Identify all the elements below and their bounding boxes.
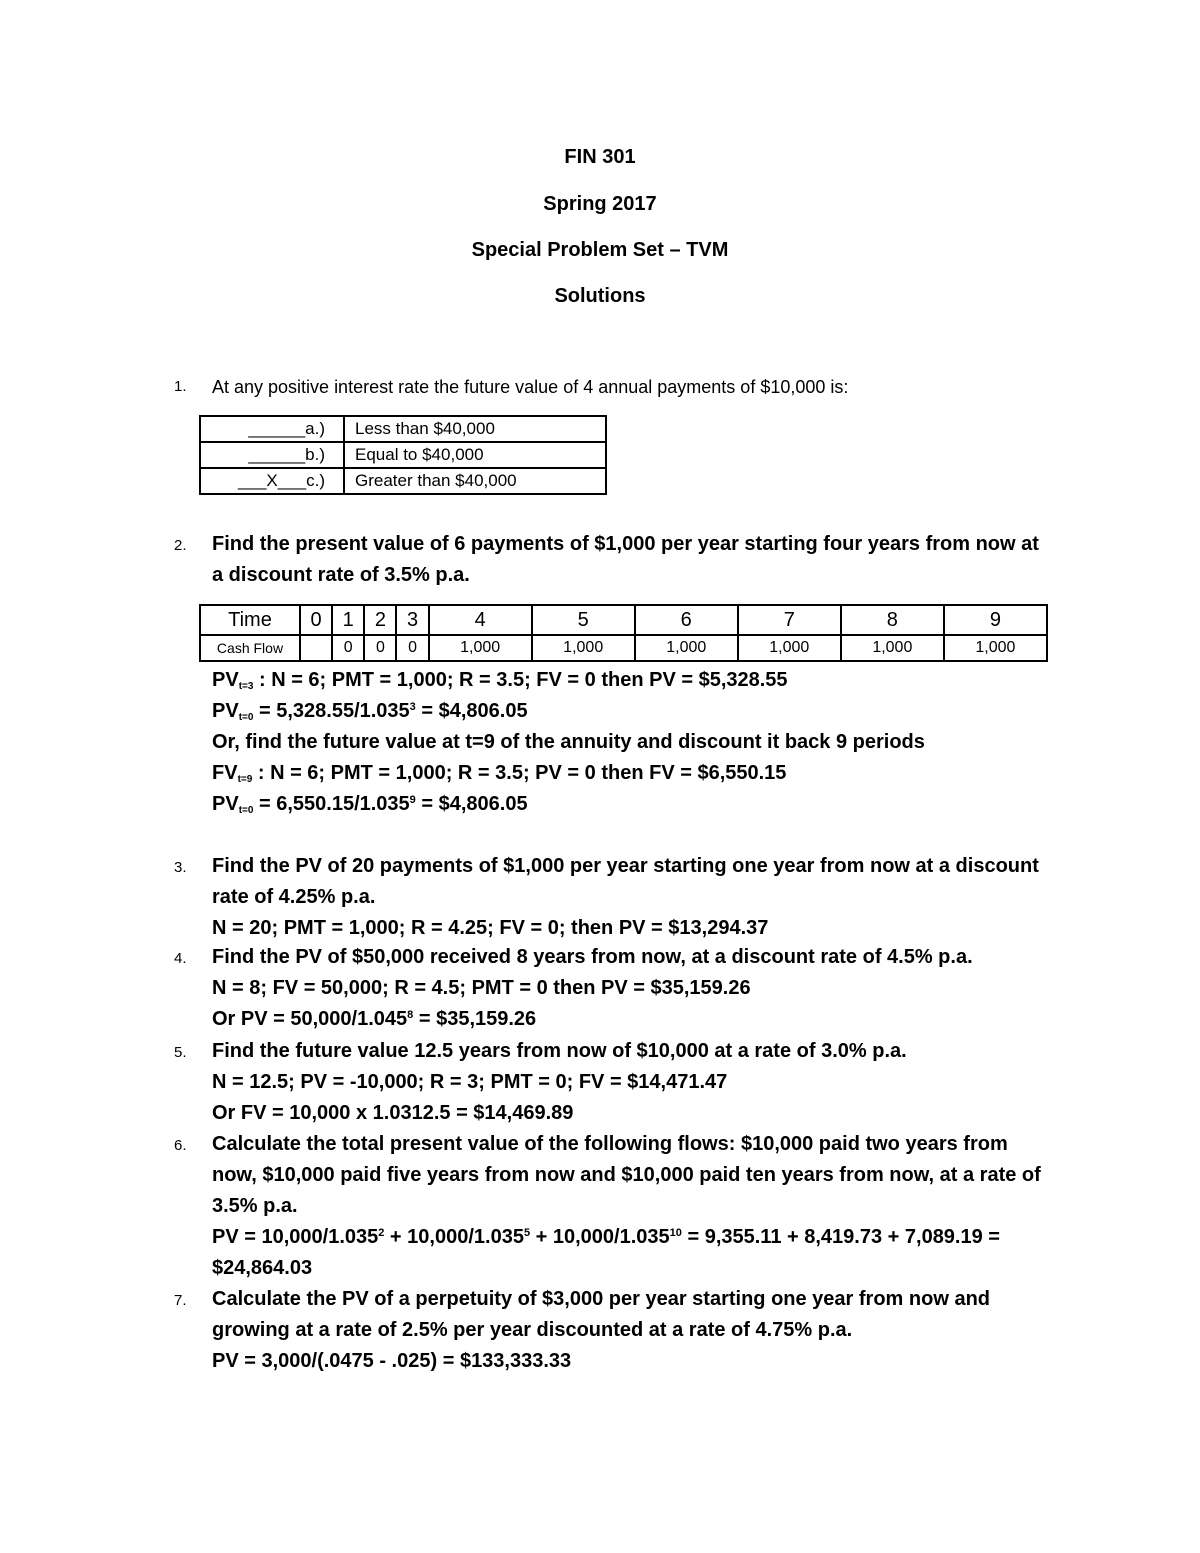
time-cell: 4 <box>429 605 532 635</box>
time-cell: 3 <box>396 605 428 635</box>
cash-flow-cell: 1,000 <box>429 635 532 661</box>
solution-line <box>212 759 786 787</box>
question-text: rate of 4.25% p.a. <box>212 886 376 908</box>
cash-flow-cell: 0 <box>332 635 364 661</box>
exponent: 10 <box>669 1227 682 1239</box>
option-label: Equal to $40,000 <box>344 442 606 468</box>
question-text: Calculate the total present value of the following flows: $10,000 paid two years from <box>212 1133 1008 1155</box>
question-text: growing at a rate of 2.5% per year discounted at a rate of 4.75% p.a. <box>212 1319 853 1341</box>
question-text: now, $10,000 paid five years from now and $10,000 paid ten years from now, at a rate of <box>212 1164 1041 1186</box>
subscript: t=0 <box>238 805 254 816</box>
subscript: t=0 <box>238 712 254 723</box>
solution-line <box>212 666 788 694</box>
solution-line <box>212 790 528 818</box>
option-row <box>200 442 606 468</box>
question-text: Find the PV of $50,000 received 8 years from now, at a discount rate of 4.5% p.a. <box>212 946 973 968</box>
solution-line: N = 20; PMT = 1,000; R = 4.25; FV = 0; then PV = $13,294.37 <box>212 917 769 939</box>
solution-text: FV <box>212 762 238 784</box>
cash-flow-row <box>200 635 1047 661</box>
cash-flow-label: Cash Flow <box>200 635 300 661</box>
option-mark: ______a.) <box>200 416 344 442</box>
time-cell: 6 <box>635 605 738 635</box>
solution-text: PV <box>212 669 239 691</box>
option-row <box>200 416 606 442</box>
question-text: At any positive interest rate the future value of 4 annual payments of $10,000 is: <box>212 377 849 397</box>
time-cell: 8 <box>841 605 944 635</box>
solution-text: = 9,355.11 + 8,419.73 + 7,089.19 = <box>681 1226 1000 1248</box>
solution-line: N = 8; FV = 50,000; R = 4.5; PMT = 0 then PV = $35,159.26 <box>212 977 751 999</box>
solution-line <box>212 1223 1000 1251</box>
course-title: FIN 301 <box>564 146 636 168</box>
time-cell: 2 <box>364 605 396 635</box>
term-title: Spring 2017 <box>543 193 657 215</box>
solution-text: PV = 10,000/1.035 <box>212 1226 379 1248</box>
solution-text: = 6,550.15/1.035 <box>253 793 410 815</box>
subscript: t=3 <box>238 681 254 692</box>
time-cell: 0 <box>300 605 332 635</box>
cash-flow-cell: 1,000 <box>841 635 944 661</box>
question-number: 7. <box>174 1292 187 1309</box>
solution-line: Or FV = 10,000 x 1.0312.5 = $14,469.89 <box>212 1102 574 1124</box>
question-text: Find the present value of 6 payments of $1,000 per year starting four years from now at <box>212 533 1039 555</box>
solution-text: = $4,806.05 <box>415 700 528 722</box>
solution-text: = 5,328.55/1.035 <box>253 700 410 722</box>
time-cell: 5 <box>532 605 635 635</box>
solution-line: Or, find the future value at t=9 of the annuity and discount it back 9 periods <box>212 731 925 753</box>
exponent: 3 <box>409 701 416 713</box>
question-number: 2. <box>174 537 187 554</box>
solution-line: PV = 3,000/(.0475 - .025) = $133,333.33 <box>212 1350 572 1372</box>
question-number: 4. <box>174 950 187 967</box>
question-number: 3. <box>174 859 187 876</box>
cash-flow-cell: 1,000 <box>738 635 841 661</box>
question-text: Find the future value 12.5 years from now of $10,000 at a rate of 3.0% p.a. <box>212 1040 907 1062</box>
solution-text: PV <box>212 793 239 815</box>
cash-flow-cell: 1,000 <box>944 635 1047 661</box>
solution-text: : N = 6; PMT = 1,000; R = 3.5; PV = 0 then FV = $6,550.15 <box>252 762 787 784</box>
question-number: 6. <box>174 1137 187 1154</box>
time-row <box>200 605 1047 635</box>
exponent: 8 <box>407 1009 414 1021</box>
option-label: Greater than $40,000 <box>344 468 606 494</box>
answer-options-table <box>199 415 607 495</box>
question-number: 5. <box>174 1044 187 1061</box>
subscript: t=9 <box>237 774 253 785</box>
exponent: 9 <box>409 794 416 806</box>
option-mark: ___X___c.) <box>200 468 344 494</box>
question-number: 1. <box>174 378 187 395</box>
solution-text: = $35,159.26 <box>413 1008 537 1030</box>
solution-line <box>212 1005 536 1033</box>
option-mark: ______b.) <box>200 442 344 468</box>
solution-text: : N = 6; PMT = 1,000; R = 3.5; FV = 0 then PV = $5,328.55 <box>253 669 788 691</box>
question-text: Calculate the PV of a perpetuity of $3,000 per year starting one year from now and <box>212 1288 990 1310</box>
time-cell: 7 <box>738 605 841 635</box>
cash-flow-timeline-table <box>199 604 1048 662</box>
option-row <box>200 468 606 494</box>
solution-text: + 10,000/1.035 <box>384 1226 524 1248</box>
time-cell: 9 <box>944 605 1047 635</box>
solution-line: $24,864.03 <box>212 1257 313 1279</box>
question-text: 3.5% p.a. <box>212 1195 298 1217</box>
cash-flow-cell: 0 <box>364 635 396 661</box>
document-subtitle: Solutions <box>554 285 646 307</box>
exponent: 5 <box>523 1227 531 1239</box>
option-label: Less than $40,000 <box>344 416 606 442</box>
solution-text: PV <box>212 700 239 722</box>
solution-text: + 10,000/1.035 <box>530 1226 670 1248</box>
cash-flow-cell: 0 <box>396 635 428 661</box>
cash-flow-cell <box>300 635 332 661</box>
question-text: a discount rate of 3.5% p.a. <box>212 564 470 586</box>
solution-line <box>212 697 528 725</box>
question-text: Find the PV of 20 payments of $1,000 per year starting one year from now at a discount <box>212 855 1039 877</box>
solution-text: = $4,806.05 <box>415 793 528 815</box>
solution-line: N = 12.5; PV = -10,000; R = 3; PMT = 0; FV = $14,471.47 <box>212 1071 728 1093</box>
time-cell: 1 <box>332 605 364 635</box>
time-label: Time <box>200 605 300 635</box>
document-title: Special Problem Set – TVM <box>471 239 729 261</box>
solution-text: Or PV = 50,000/1.045 <box>212 1008 408 1030</box>
cash-flow-cell: 1,000 <box>635 635 738 661</box>
cash-flow-cell: 1,000 <box>532 635 635 661</box>
exponent: 2 <box>378 1227 385 1239</box>
